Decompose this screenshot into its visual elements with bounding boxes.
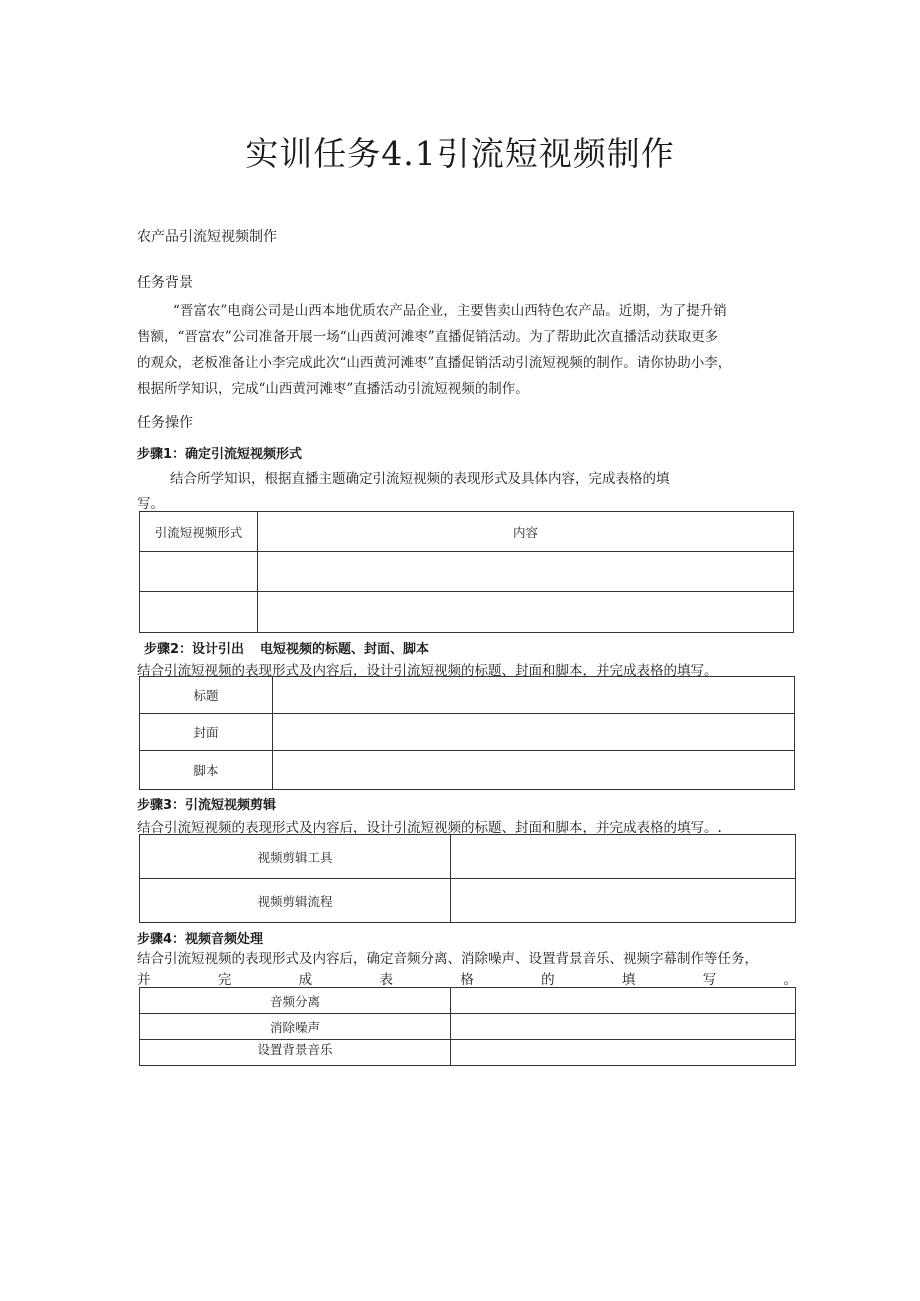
- table-cell[interactable]: [451, 879, 796, 923]
- step2-table: [139, 676, 795, 790]
- subtitle: 农产品引流短视频制作: [137, 229, 277, 245]
- step1-heading: 步骤1：确定引流短视频形式: [137, 447, 303, 462]
- instruction-char: 写: [702, 972, 717, 988]
- background-heading: 任务背景: [137, 275, 193, 291]
- background-line: “晋富农”电商公司是山西本地优质农产品企业，主要售卖山西特色农产品。近期，为了提升销: [173, 303, 727, 319]
- background-line: 根据所学知识，完成“山西黄河滩枣”直播活动引流短视频的制作。: [137, 381, 529, 397]
- table-cell[interactable]: [451, 835, 796, 879]
- table-cell[interactable]: [451, 988, 796, 1014]
- step1-instruction-cont: 写。: [137, 496, 164, 512]
- row-label-audio-separation: 音频分离: [140, 988, 451, 1014]
- row-label-edit-process: 视频剪辑流程: [140, 879, 451, 923]
- step3-table: [139, 834, 796, 923]
- instruction-char: 成: [298, 972, 313, 988]
- step4-heading: 步骤4：视频音频处理: [137, 932, 264, 947]
- step4-instruction: 结合引流短视频的表现形式及内容后，确定音频分离、消除噪声、设置背景音乐、视频字幕制作等任务，: [137, 951, 758, 967]
- step1-table: [139, 511, 794, 633]
- page-title: 实训任务4.1引流短视频制作: [245, 134, 675, 173]
- step2-heading: 步骤2：设计引出: [144, 642, 245, 657]
- instruction-char: 完: [217, 972, 232, 988]
- row-label-title: 标题: [140, 677, 273, 714]
- table-cell[interactable]: [140, 592, 258, 633]
- row-label-cover: 封面: [140, 714, 273, 751]
- table-cell[interactable]: [273, 677, 795, 714]
- row-label-edit-tool: 视频剪辑工具: [140, 835, 451, 879]
- background-line: 的观众，老板准备让小李完成此次“山西黄河滩枣”直播促销活动引流短视频的制作。请你协助小李，: [137, 355, 732, 371]
- instruction-char: 表: [379, 972, 393, 988]
- step3-instruction: 结合引流短视频的表现形式及内容后，设计引流短视频的标题、封面和脚本，并完成表格的填写。.: [137, 820, 722, 836]
- instruction-char: 。: [783, 972, 797, 988]
- row-label-script: 脚本: [140, 751, 273, 790]
- operation-heading: 任务操作: [137, 415, 193, 431]
- table-cell[interactable]: [258, 592, 794, 633]
- table-header-content: 内容: [258, 512, 794, 552]
- background-paragraph: [137, 298, 797, 402]
- step3-heading: 步骤3：引流短视频剪辑: [137, 798, 277, 813]
- instruction-char: 格: [460, 972, 474, 988]
- step4-instruction-cont: [137, 968, 797, 988]
- table-cell[interactable]: [451, 1014, 796, 1040]
- step1-instruction: 结合所学知识，根据直播主题确定引流短视频的表现形式及具体内容，完成表格的填: [170, 471, 670, 487]
- table-cell[interactable]: [140, 552, 258, 592]
- table-cell[interactable]: [451, 1040, 796, 1066]
- row-label-noise-removal: 消除噪声: [140, 1014, 451, 1040]
- background-line: 售额，“晋富农”公司准备开展一场“山西黄河滩枣”直播促销活动。为了帮助此次直播活动获取更多: [137, 329, 719, 345]
- step2-instruction: 结合引流短视频的表现形式及内容后，设计引流短视频的标题、封面和脚本，并完成表格的填写。: [137, 663, 718, 679]
- row-label-background-music: 设置背景音乐: [140, 1040, 451, 1066]
- step4-table: [139, 987, 796, 1066]
- instruction-char: 并: [137, 972, 151, 988]
- instruction-char: 的: [541, 972, 555, 988]
- table-cell[interactable]: [258, 552, 794, 592]
- step2-heading-cont: 电短视频的标题、封面、脚本: [260, 642, 430, 657]
- table-header-form: 引流短视频形式: [140, 512, 258, 552]
- table-cell[interactable]: [273, 714, 795, 751]
- instruction-char: 填: [621, 972, 636, 988]
- table-cell[interactable]: [273, 751, 795, 790]
